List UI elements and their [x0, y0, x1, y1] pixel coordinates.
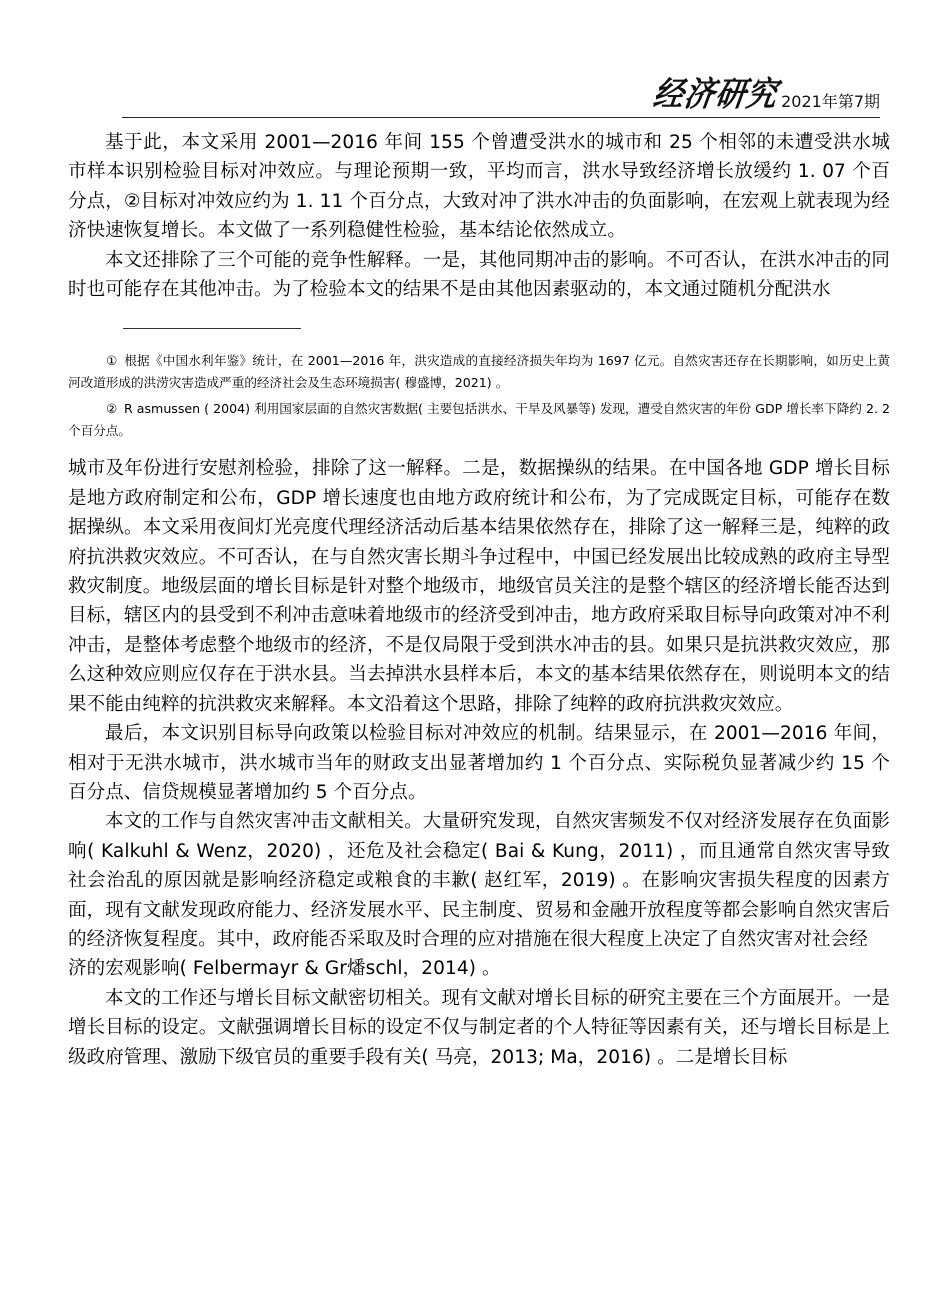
footnote-separator — [123, 328, 301, 329]
body-paragraph: 基于此，本文采用 2001—2016 年间 155 个曾遭受洪水的城市和 25 个相邻的未遭受洪水城市样本识别检验目标对冲效应。与理论预期一致，平均而言，洪水导致经济增长放缓约 1. 07 个百分点，②目标对冲效应约为 1. 11 个百分点，大致对冲了洪水冲击的负面影响，在宏观上就表现为经济快速恢复增长。本文做了一系列稳健性检验，基本结论依然成立。 — [68, 132, 890, 242]
journal-logo-icon: 经济研究 — [650, 75, 781, 115]
body-paragraph: 本文的工作还与增长目标文献密切相关。现有文献对增长目标的研究主要在三个方面展开。一是增长目标的设定。文献强调增长目标的设定不仅与制定者的个人特征等因素有关，还与增长目标是上级政府管理、激励下级官员的重要手段有关( 马亮，2013; Ma，2016) 。二是增长目标 — [68, 987, 890, 1068]
page-content — [68, 128, 890, 1072]
footnote-item — [68, 398, 890, 442]
body-paragraph: 本文还排除了三个可能的竞争性解释。一是，其他同期冲击的影响。不可否认，在洪水冲击的同时也可能存在其他冲击。为了检验本文的结果不是由其他因素驱动的，本文通过随机分配洪水 — [68, 249, 890, 301]
masthead — [650, 75, 880, 115]
footnote-marker: ① — [106, 353, 118, 369]
footnote-item — [68, 350, 890, 394]
issue-label: 2021年第7期 — [781, 92, 880, 111]
footnote-separator-wrap — [68, 304, 890, 350]
footnote-text: 根据《中国水利年鉴》统计，在 2001—2016 年，洪灾造成的直接经济损失年均为 1697 亿元。自然灾害还存在长期影响，如历史上黄河改道形成的洪涝灾害造成严重的经济社会及生态环境损害( 穆盛博，2021) 。 — [68, 353, 890, 391]
header-rule-divider — [122, 117, 880, 118]
footnotes-block — [68, 350, 890, 442]
footnote-text: R asmussen ( 2004) 利用国家层面的自然灾害数据( 主要包括洪水、干旱及风暴等) 发现，遭受自然灾害的年份 GDP 增长率下降约 2. 2 个百分点。 — [68, 401, 890, 439]
page-header — [122, 60, 880, 118]
footnote-marker: ② — [106, 401, 118, 417]
spacer — [68, 446, 890, 454]
body-paragraph: 本文的工作与自然灾害冲击文献相关。大量研究发现，自然灾害频发不仅对经济发展存在负面影响( Kalkuhl & Wenz，2020) ，还危及社会稳定( Bai & Kung，2011) ，而且通常自然灾害导致社会治乱的原因就是影响经济稳定或粮食的丰歉( 赵红军，2019) 。在影响灾害损失程度的因素方面，现有文献发现政府能力、经济发展水平、民主制度、贸易和金融开放程度等都会影响自然灾害后的经济恢复程度。其中，政府能否采取及时合理的应对措施在很大程度上决定了自然灾害对社会经 — [68, 811, 890, 950]
body-paragraph: 最后，本文识别目标导向政策以检验目标对冲效应的机制。结果显示，在 2001—2016 年间，相对于无洪水城市，洪水城市当年的财政支出显著增加约 1 个百分点、实际税负显著减少约 15 个百分点、信贷规模显著增加约 5 个百分点。 — [68, 723, 890, 803]
body-paragraph: 济的宏观影响( Felbermayr & Gr燔schl，2014) 。 — [68, 958, 501, 980]
body-paragraph: 城市及年份进行安慰剂检验，排除了这一解释。二是，数据操纵的结果。在中国各地 GDP 增长目标是地方政府制定和公布，GDP 增长速度也由地方政府统计和公布，为了完成既定目标，可能存在数据操纵。本文采用夜间灯光亮度代理经济活动后基本结果依然存在，排除了这一解释三是，纯粹的政府抗洪救灾效应。不可否认，在与自然灾害长期斗争过程中，中国已经发展出比较成熟的政府主导型救灾制度。地级层面的增长目标是针对整个地级市，地级官员关注的是整个辖区的经济增长能否达到目标，辖区内的县受到不利冲击意味着地级市的经济受到冲击，地方政府采取目标导向政策对冲不利冲击，是整体考虑整个地级市的经济，不是仅局限于受到洪水冲击的县。如果只是抗洪救灾效应，那么这种效应则应仅存在于洪水县。当去掉洪水县样本后，本文的基本结果依然存在，则说明本文的结果不能由纯粹的抗洪救灾来解释。本文沿着这个思路，排除了纯粹的政府抗洪救灾效应。 — [68, 458, 890, 715]
